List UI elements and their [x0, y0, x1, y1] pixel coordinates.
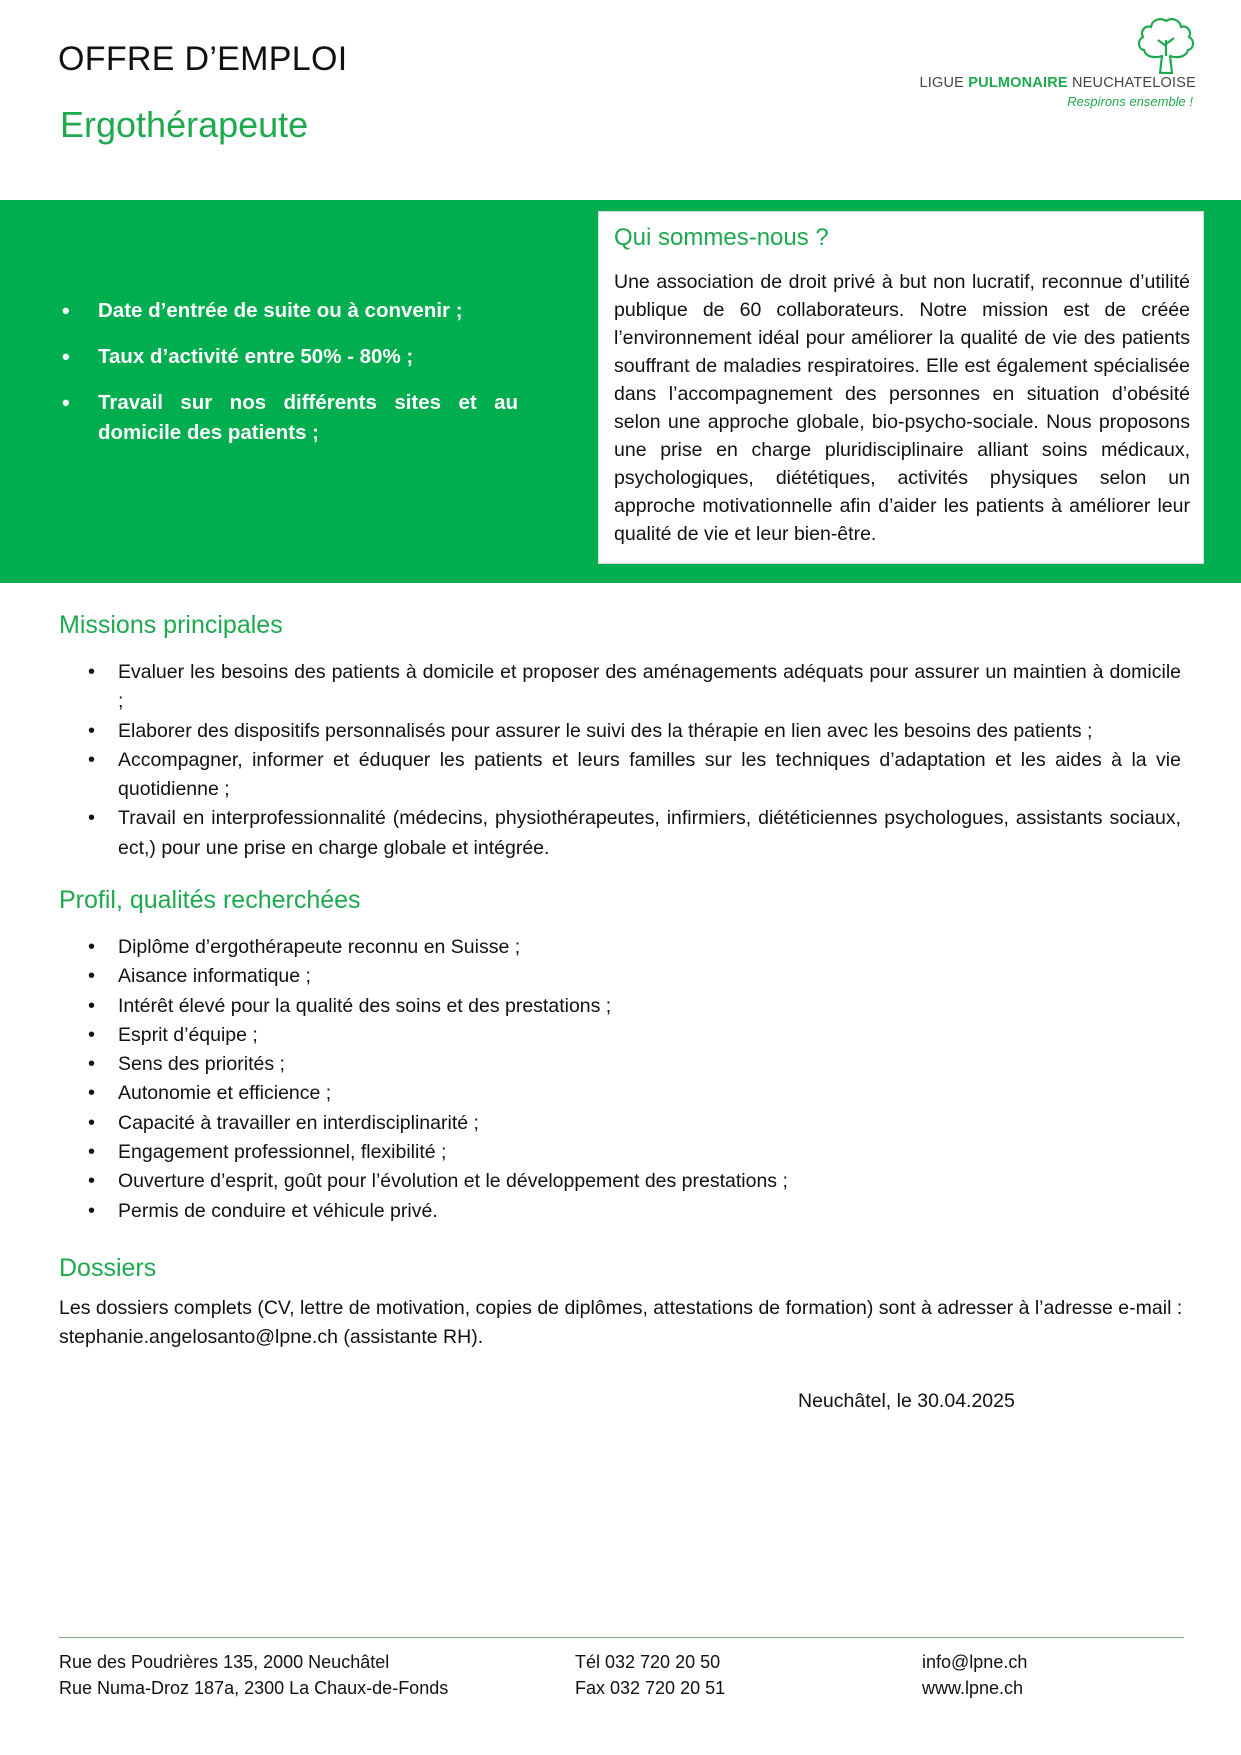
footer-email-link[interactable]: info@lpne.ch — [922, 1652, 1028, 1672]
missions-list — [88, 658, 1181, 863]
list-item: • Autonomie et efficience ; — [88, 1079, 1181, 1108]
dossiers-heading: Dossiers — [59, 1254, 157, 1282]
footer-phone: Tél 032 720 20 50 — [575, 1652, 721, 1672]
missions-heading: Missions principales — [59, 611, 283, 639]
list-item: • Evaluer les besoins des patients à domicile et proposer des aménagements adéquats pour assurer un maintien à domicile ; — [88, 658, 1181, 717]
place-date: Neuchâtel, le 30.04.2025 — [798, 1390, 1015, 1412]
footer-fax: Fax 032 720 20 51 — [575, 1678, 726, 1698]
about-box — [598, 211, 1204, 564]
list-item: • Permis de conduire et véhicule privé. — [88, 1197, 1181, 1226]
list-item: • Intérêt élevé pour la qualité des soins et des prestations ; — [88, 992, 1181, 1021]
footer-website-link[interactable]: www.lpne.ch — [922, 1678, 1024, 1698]
conditions-list — [58, 296, 518, 464]
about-text: Une association de droit privé à but non lucratif, reconnue d’utilité publique de 60 collaborateurs. Notre mission est de créée l’environnement idéal pour améliorer la qualité de vie des patients souffrant de maladies respiratoires. Elle est également spécialisée dans l’accompagnement des personnes en situation d’obésité selon une approche globale, bio-psycho-sociale. Nous proposons une prise en charge pluridisciplinaire alliant soins médicaux, psychologiques, diététiques, activités physiques selon un approche motivationnelle afin d’aider les patients à améliorer leur qualité de vie et leur bien-être. — [614, 271, 1190, 545]
list-item: • Sens des priorités ; — [88, 1050, 1181, 1079]
list-item: • Travail en interprofessionnalité (médecins, physiothérapeutes, infirmiers, diététiciennes psychologues, assistants sociaux, ect,) pour une prise en charge globale et intégrée. — [88, 804, 1181, 863]
list-item: • Diplôme d’ergothérapeute reconnu en Suisse ; — [88, 933, 1181, 962]
footer-address-chaux-de-fonds: Rue Numa-Droz 187a, 2300 La Chaux-de-Fonds — [59, 1678, 449, 1698]
page-title: OFFRE D’EMPLOI — [58, 40, 348, 78]
tree-icon — [1136, 16, 1196, 74]
list-item: • Esprit d’équipe ; — [88, 1021, 1181, 1050]
organization-name: LIGUE PULMONAIRE NEUCHATELOISE — [919, 75, 1196, 91]
list-item: • Accompagner, informer et éduquer les patients et leurs familles sur les techniques d’adaptation et les aides à la vie quotidienne ; — [88, 746, 1181, 805]
dossiers-text: Les dossiers complets (CV, lettre de motivation, copies de diplômes, attestations de formation) sont à adresser à l’adresse e-mail : stephanie.angelosanto@lpne.ch (assistante RH). — [59, 1297, 1183, 1348]
condition-item: • Travail sur nos différents sites et au domicile des patients ; — [58, 388, 518, 448]
footer-addresses — [59, 1649, 448, 1701]
condition-item: • Date d’entrée de suite ou à convenir ; — [58, 296, 518, 326]
list-item: • Elaborer des dispositifs personnalisés pour assurer le suivi des la thérapie en lien avec les besoins des patients ; — [88, 717, 1181, 746]
footer-phones — [575, 1649, 725, 1701]
organization-tagline: Respirons ensemble ! — [1067, 94, 1193, 109]
profile-list — [88, 933, 1181, 1226]
footer-contacts — [922, 1649, 1027, 1701]
list-item: • Aisance informatique ; — [88, 962, 1181, 991]
job-title: Ergothérapeute — [60, 104, 309, 145]
organization-logo — [916, 16, 1196, 116]
list-item: • Ouverture d’esprit, goût pour l’évolution et le développement des prestations ; — [88, 1167, 1181, 1196]
footer-divider — [59, 1637, 1184, 1638]
list-item: • Engagement professionnel, flexibilité ; — [88, 1138, 1181, 1167]
footer-address-neuchatel: Rue des Poudrières 135, 2000 Neuchâtel — [59, 1652, 390, 1672]
about-heading: Qui sommes-nous ? — [614, 224, 829, 251]
list-item: • Capacité à travailler en interdisciplinarité ; — [88, 1109, 1181, 1138]
condition-item: • Taux d’activité entre 50% - 80% ; — [58, 342, 518, 372]
profile-heading: Profil, qualités recherchées — [59, 886, 361, 914]
